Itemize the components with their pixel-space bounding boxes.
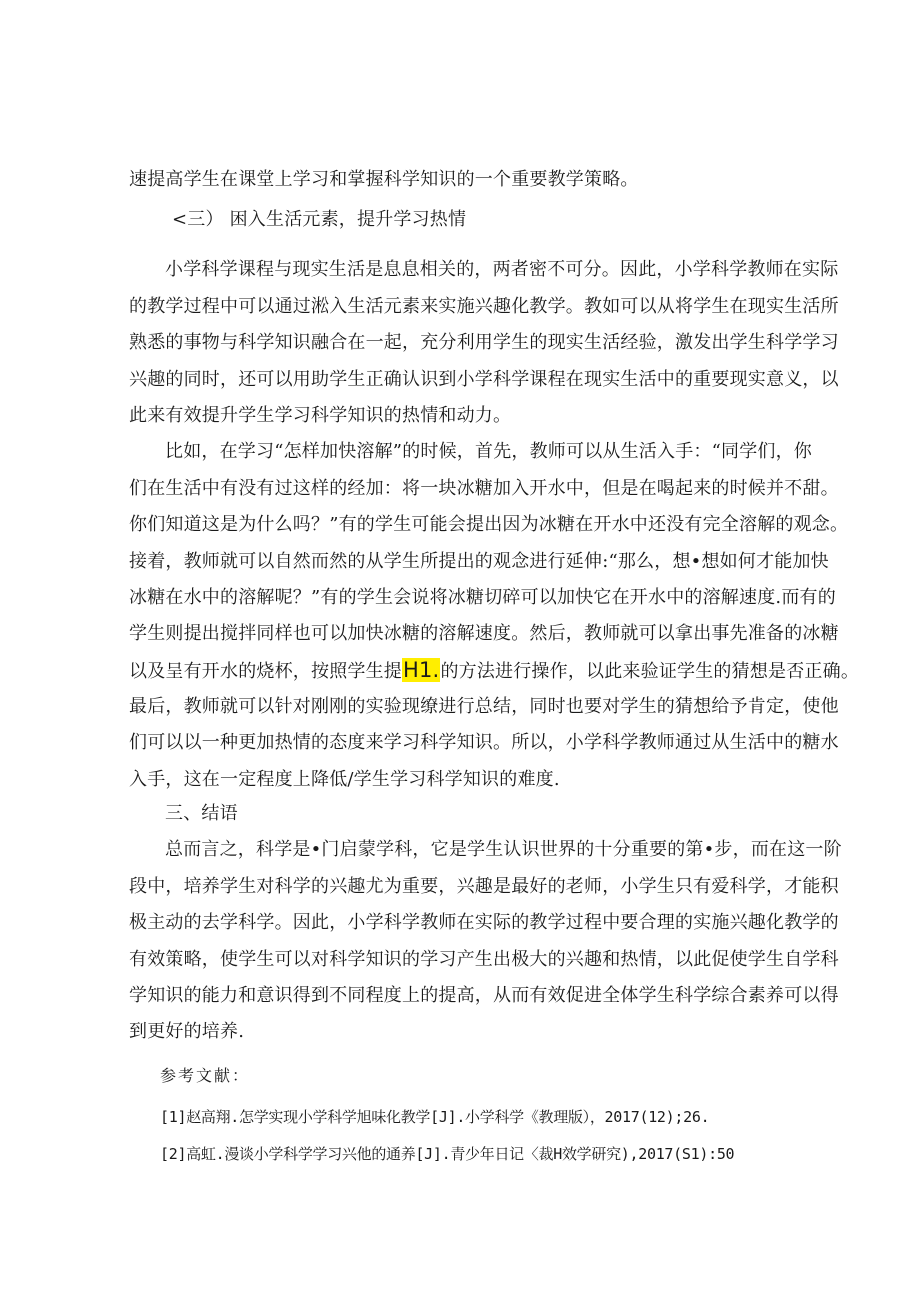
paragraph-line: 你们知道这是为什么吗？”有的学生可能会提出因为冰糖在开水中还没有完全溶解的观念。 [129, 514, 849, 535]
paragraph-line: 们可以以一种更加热情的态度来学习科学知识。所以，小学科学教师通过从生活中的糖水 [129, 732, 839, 753]
paragraph-line: 们在生活中有没有过这样的经加：将一块冰糖加入开水中，但是在喝起来的时候并不甜。 [129, 478, 839, 499]
highlighted-mark: H1. [403, 658, 440, 682]
paragraph-line: 极主动的去学科学。因此，小学科学教师在实际的教学过程中要合理的实施兴趣化教学的 [129, 912, 839, 933]
reference-item: [1]赵高翔.怎学实现小学科学旭味化教学[J].小学科学《教理版），2017(12);26. [160, 1108, 710, 1126]
paragraph-line: 有效策略，使学生可以对科学知识的学习产生出极大的兴趣和热情，以此促使学生自学科 [129, 949, 839, 970]
paragraph-line: 学生则提出搅拌同样也可以加快冰糖的溶解速度。然后，教师就可以拿出事先准备的冰糖 [129, 623, 839, 644]
paragraph-line: 学知识的能力和意识得到不同程度上的提高，从而有效促进全体学生科学综合素养可以得 [129, 985, 839, 1006]
line-part: 以及呈有开水的烧杯，按照学生提 [129, 661, 402, 682]
reference-item: [2]高虹.漫谈小学科学学习兴他的通养[J].青少年日记〈裁H效学研究),2017(S1):50 [160, 1145, 735, 1163]
section-heading: 三、结语 [165, 803, 238, 824]
paragraph-line: 到更好的培养. [129, 1021, 245, 1042]
paragraph-line [129, 658, 859, 684]
paragraph-line: 最后，教师就可以针对刚刚的实验现缭进行总结，同时也要对学生的猜想给予肯定，使他 [129, 696, 839, 717]
paragraph-line: 熟悉的事物与科学知识融合在一起，充分利用学生的现实生活经验，激发出学生科学学习 [129, 332, 839, 353]
paragraph-line: 小学科学课程与现实生活是息息相关的，两者密不可分。因此，小学科学教师在实际 [165, 259, 839, 280]
line-part: 的方法进行操作，以此来验证学生的猜想是否正确。 [440, 661, 860, 682]
paragraph-line: 此来有效提升学生学习科学知识的热情和动力。 [129, 405, 512, 426]
paragraph-line: 冰糖在水中的溶解呢？”有的学生会说将冰糖切碎可以加快它在开水中的溶解速度.而有的 [129, 587, 836, 608]
references-title: 参考文献： [160, 1066, 251, 1085]
paragraph-line: 入手，这在一定程度上降低/学生学习科学知识的难度. [129, 769, 560, 790]
section-heading: <三） 困入生活元素，提升学习热情 [172, 209, 467, 230]
paragraph-line: 总而言之，科学是•门启蒙学科，它是学生认识世界的十分重要的第•步，而在这一阶 [165, 839, 842, 860]
paragraph-line: 接着，教师就可以自然而然的从学生所提出的观念进行延伸:“那么，想•想如何才能加快 [129, 551, 829, 572]
paragraph-line: 的教学过程中可以通过淞入生活元素来实施兴趣化教学。教如可以从将学生在现实生活所 [129, 296, 839, 317]
paragraph-line: 段中，培养学生对科学的兴趣尤为重要，兴趣是最好的老师，小学生只有爱科学，才能积 [129, 876, 839, 897]
paragraph-line: 速提高学生在课堂上学习和掌握科学知识的一个重要教学策略。 [129, 169, 639, 190]
paragraph-line: 比如，在学习“怎样加快溶解”的时候，首先，教师可以从生活入手：“同学们，你 [165, 441, 813, 462]
paragraph-line: 兴趣的同时，还可以用助学生正确认识到小学科学课程在现实生活中的重要现实意义，以 [129, 369, 839, 390]
